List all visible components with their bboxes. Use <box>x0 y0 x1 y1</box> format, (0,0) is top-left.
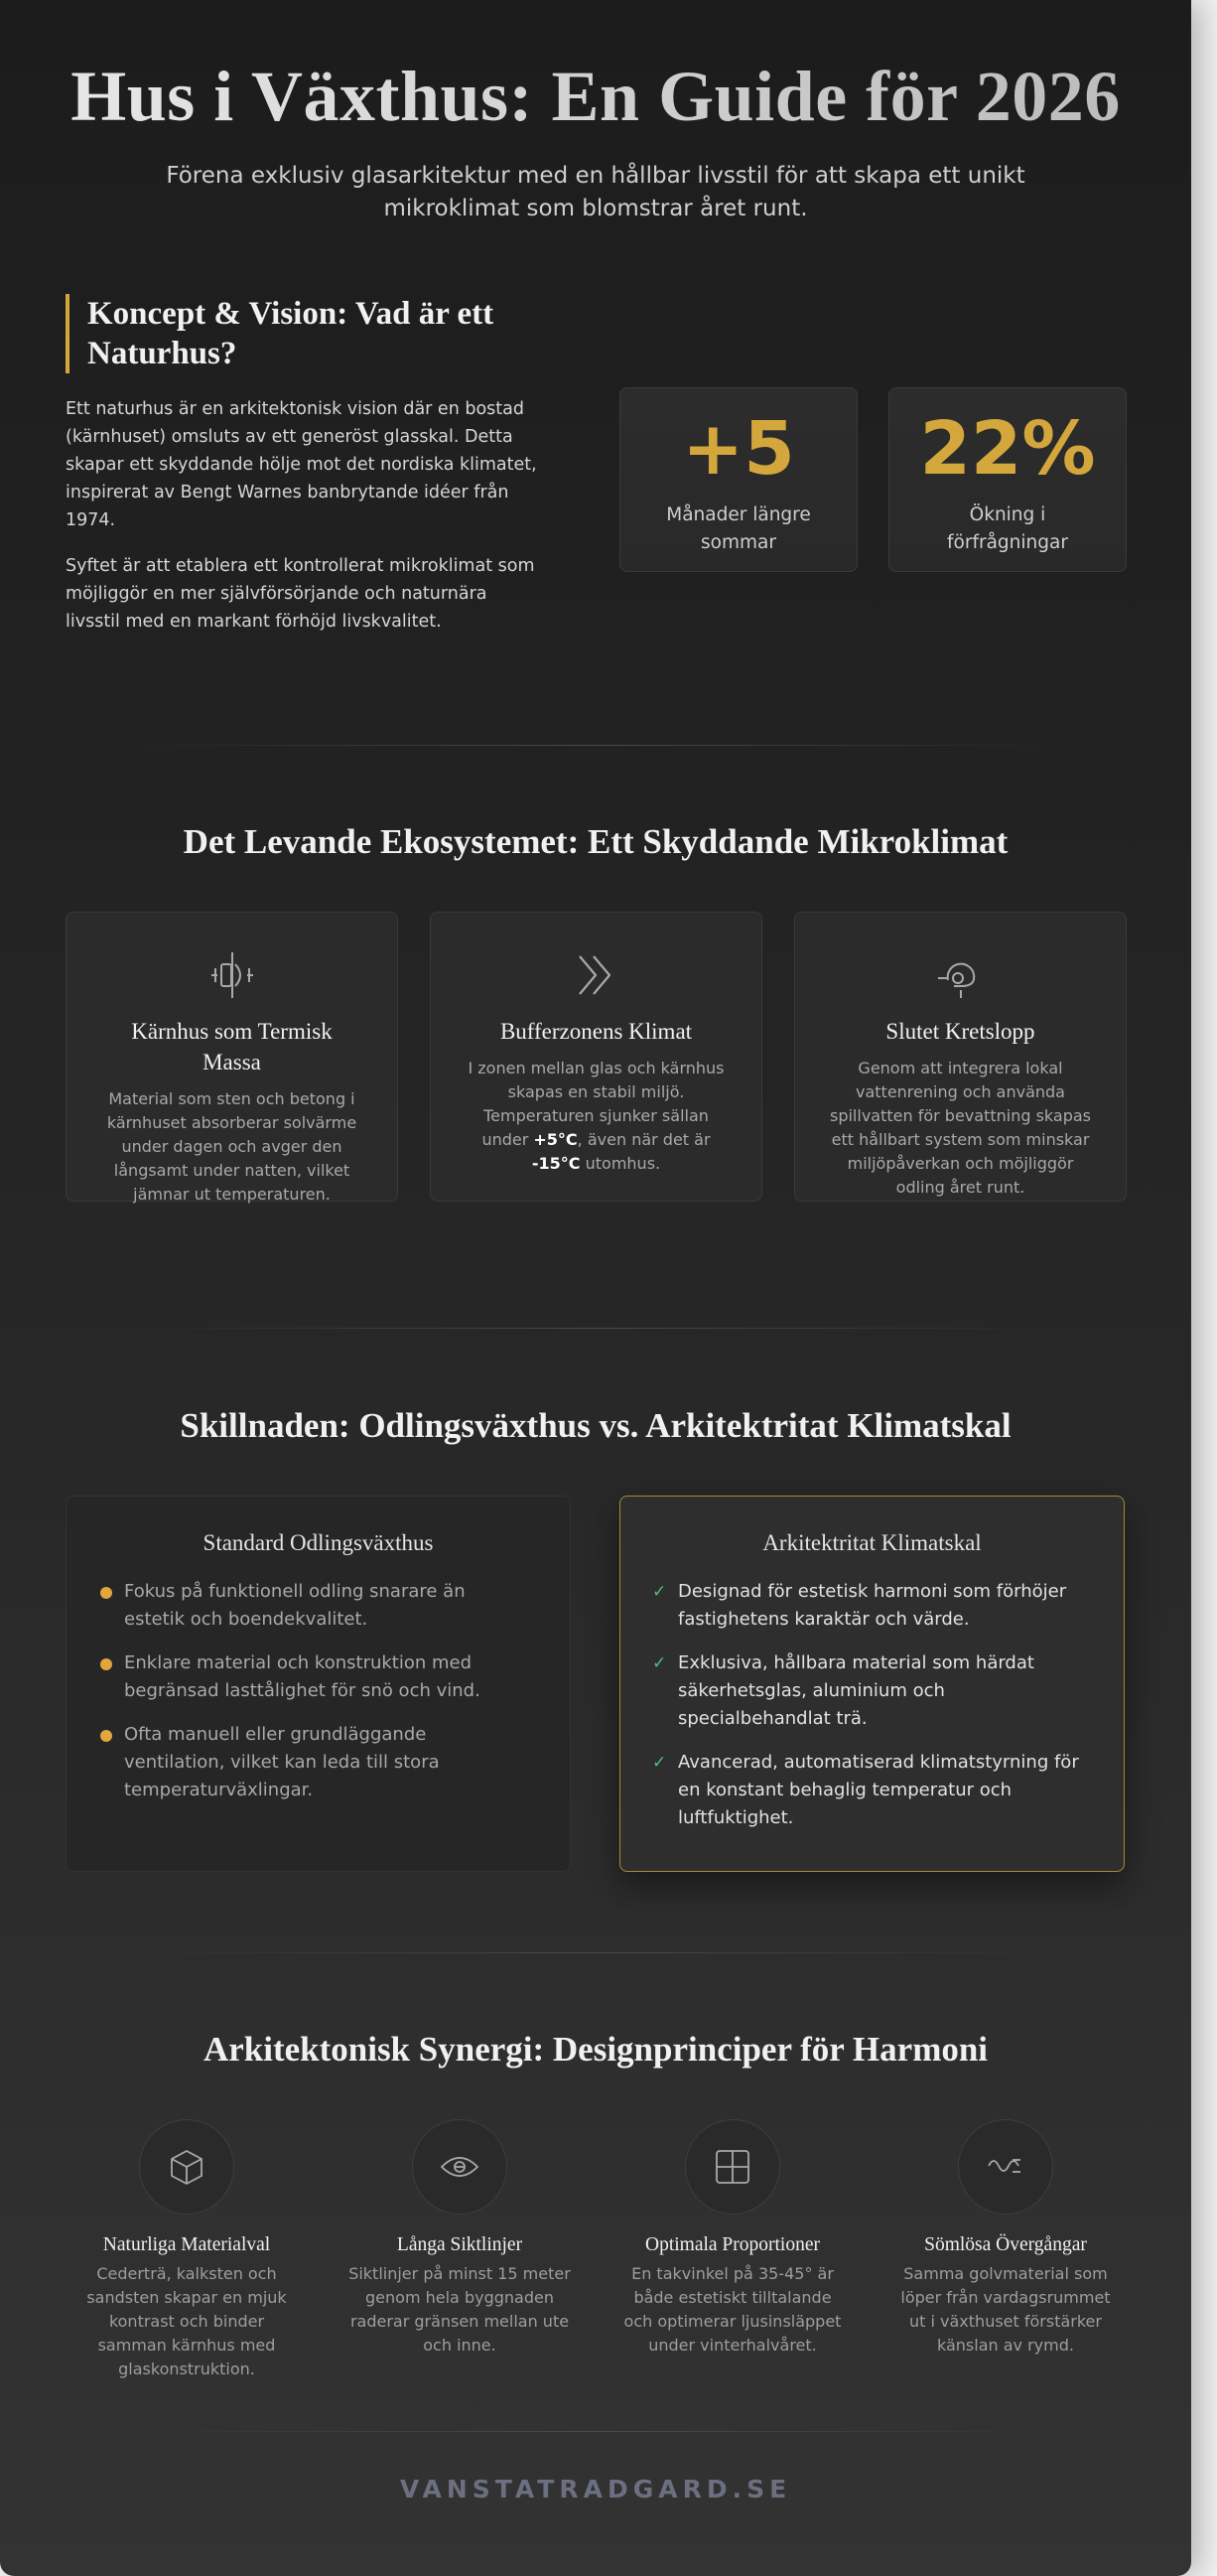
eco-card-text <box>431 1057 761 1176</box>
stat-label: Månader längre sommar <box>666 504 811 553</box>
eco-card-closed-loop <box>794 912 1127 1202</box>
stat-label: Ökning i förfrågningar <box>947 504 1068 553</box>
concept-paragraph: Syftet är att etablera ett kontrollerat mikroklimat som möjliggör en mer självförsörjande och naturnära livsstil med en markant förhöjd livskvalitet. <box>66 556 535 632</box>
concept-text <box>66 294 546 636</box>
comparison-title: Skillnaden: Odlingsväxthus vs. Arkitektritat Klimatskal <box>180 1406 1012 1445</box>
stat-card-requests <box>888 387 1127 572</box>
standard-greenhouse-card <box>66 1496 571 1872</box>
architect-climate-shell-card <box>619 1496 1125 1872</box>
bullet-dot <box>100 1730 112 1742</box>
list-item-text: Avancerad, automatiserad klimatstyrning för en konstant behaglig temperatur och luftfuktighet. <box>678 1752 1079 1828</box>
principle-title: Optimala Proportioner <box>644 2234 820 2255</box>
page-subtitle: Förena exklusiv glasarkitektur med en hållbar livsstil för att skapa ett unikt mikroklimat som blomstrar året runt. <box>166 163 1025 221</box>
list-item <box>650 1749 1084 1832</box>
eco-card-buffer-zone <box>430 912 762 1202</box>
card-title: Standard Odlingsväxthus <box>203 1530 434 1555</box>
bullet-dot <box>100 1658 112 1670</box>
check-icon: ✓ <box>652 1653 667 1673</box>
eye-icon <box>412 2119 507 2215</box>
bullet-dot <box>100 1587 112 1599</box>
list-item-text: Fokus på funktionell odling snarare än estetik och boendekvalitet. <box>124 1581 466 1630</box>
list-item-text: Enklare material och konstruktion med begränsad lasttålighet för snö och vind. <box>124 1652 480 1701</box>
concept-title: Koncept & Vision: Vad är ett Naturhus? <box>66 294 546 373</box>
list-item-text: Exklusiva, hållbara material som härdat säkerhetsglas, aluminium och specialbehandlat trä. <box>678 1652 1034 1729</box>
list-item <box>96 1721 530 1804</box>
concept-section <box>66 294 1126 671</box>
eco-card-text: Material som sten och betong i kärnhuset absorberar solvärme under dagen och avger den långsamt under natten, vilket jämnar ut temperaturen. <box>106 1089 357 1204</box>
check-icon: ✓ <box>652 1582 667 1602</box>
page-title: Hus i Växthus: En Guide för 2026 <box>0 56 1191 138</box>
cycle-icon <box>934 948 988 1002</box>
ecosystem-title: Det Levande Ekosystemet: Ett Skyddande Mikroklimat <box>183 822 1009 861</box>
principle-sightlines <box>342 2119 577 2358</box>
eco-card-title: Slutet Kretslopp <box>885 1019 1035 1044</box>
eco-card-thermal-mass <box>66 912 398 1202</box>
text-part: , även när det är <box>577 1130 711 1149</box>
eco-card-text: Genom att integrera lokal vattenrening och använda spillvatten för bevattning skapas ett hållbart system som minskar miljöpåverkan och möjliggör odling året runt. <box>829 1059 1091 1197</box>
principles-title: Arkitektonisk Synergi: Designprinciper för Harmoni <box>203 2030 989 2069</box>
stat-value: 22% <box>919 406 1096 492</box>
check-icon: ✓ <box>652 1753 667 1773</box>
principle-title: Naturliga Materialval <box>102 2234 271 2255</box>
principle-materials <box>69 2119 304 2381</box>
list-item <box>650 1578 1084 1634</box>
principle-text: En takvinkel på 35-45° är både estetiskt tilltalande och optimerar ljusinsläppet under vinterhalvåret. <box>623 2264 842 2355</box>
principle-proportions <box>615 2119 850 2358</box>
stat-value: +5 <box>682 406 795 492</box>
grid-icon <box>685 2119 780 2215</box>
divider <box>129 1328 1062 1329</box>
wave-icon <box>958 2119 1053 2215</box>
list-item <box>650 1649 1084 1733</box>
heat-icon <box>205 948 259 1002</box>
feature-list <box>67 1578 570 1804</box>
card-title: Arkitektritat Klimatskal <box>762 1530 982 1555</box>
hero <box>0 56 1191 225</box>
list-item <box>96 1578 530 1634</box>
list-item-text: Ofta manuell eller grundläggande ventilation, vilket kan leda till stora temperaturväxlingar. <box>124 1724 440 1800</box>
principle-text: Cederträ, kalksten och sandsten skapar en mjuk kontrast och binder samman kärnhus med glaskonstruktion. <box>86 2264 287 2378</box>
list-item <box>96 1649 530 1705</box>
eco-card-title: Bufferzonens Klimat <box>499 1019 693 1044</box>
concept-paragraph: Ett naturhus är en arkitektonisk vision där en bostad (kärnhuset) omsluts av ett generöst glasskal. Detta skapar ett skyddande hölje mot det nordiska klimatet, inspirerat av Bengt Warnes banbrytande idéer från 1974. <box>66 399 537 530</box>
footer-site-link[interactable]: VANSTATRADGARD.SE <box>399 2475 792 2504</box>
text-part: I zonen mellan glas och kärnhus skapas en stabil miljö. Temperaturen sjunker sällan under <box>468 1059 725 1149</box>
stat-card-summer <box>619 387 858 572</box>
divider <box>129 2431 1062 2432</box>
double-chevron-icon <box>570 948 623 1002</box>
eco-card-title: Kärnhus som Termisk Massa <box>131 1019 333 1074</box>
temp-outdoor: -15°C <box>531 1154 581 1173</box>
principle-title: Sömlösa Övergångar <box>924 2234 1087 2255</box>
text-part: utomhus. <box>580 1154 661 1173</box>
divider <box>129 1952 1062 1953</box>
feature-list <box>620 1578 1124 1832</box>
list-item-text: Designad för estetisk harmoni som förhöjer fastighetens karaktär och värde. <box>678 1581 1067 1630</box>
principle-title: Långa Siktlinjer <box>396 2234 523 2255</box>
divider <box>129 745 1062 746</box>
temp-min: +5°C <box>533 1130 578 1149</box>
principle-text: Samma golvmaterial som löper från vardagsrummet ut i växthuset förstärker känslan av rymd. <box>900 2264 1111 2355</box>
cube-icon <box>139 2119 234 2215</box>
principle-text: Siktlinjer på minst 15 meter genom hela byggnaden raderar gränsen mellan ute och inne. <box>348 2264 571 2355</box>
principle-transitions <box>888 2119 1123 2358</box>
